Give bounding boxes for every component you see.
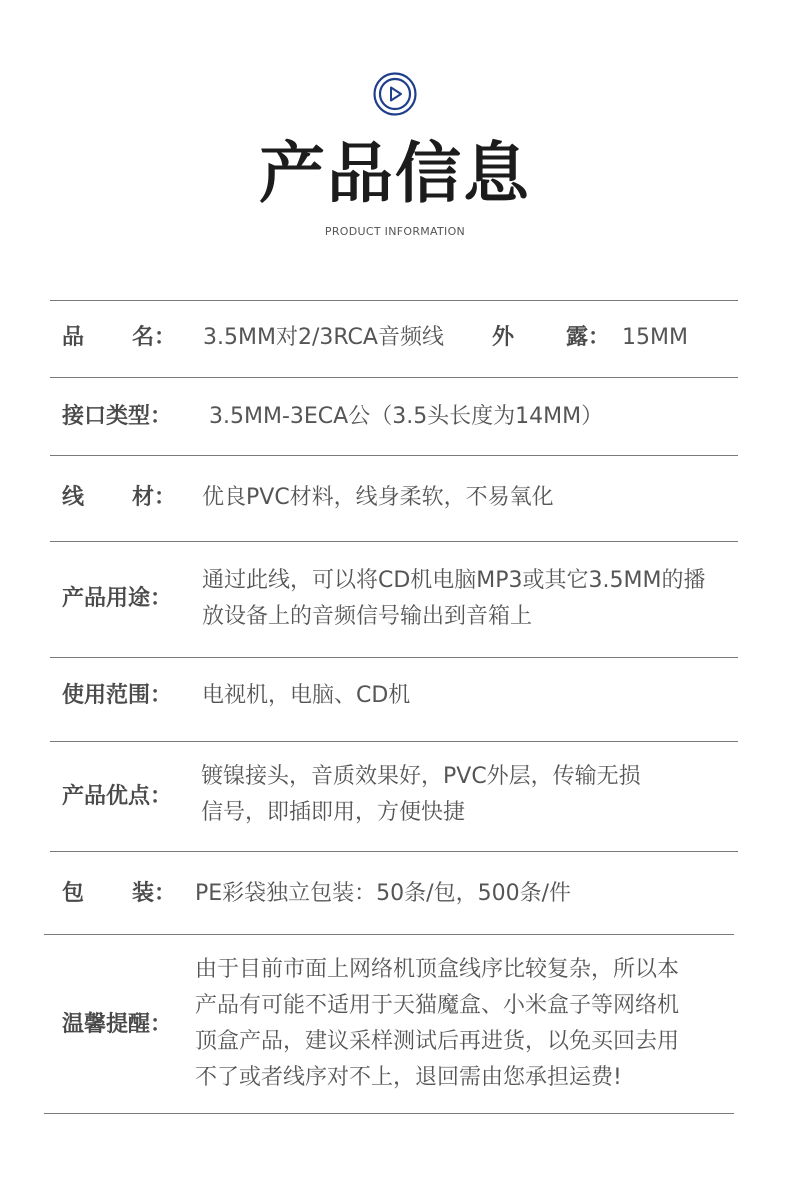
advantages-label: 产品优点： xyxy=(62,784,173,809)
exposed-value: 15MM xyxy=(622,325,688,350)
product-name-value: 3.5MM对2/3RCA音频线 xyxy=(203,325,444,350)
material-label: 线 材： xyxy=(62,485,176,510)
divider xyxy=(50,377,738,378)
divider xyxy=(44,934,734,935)
usage-label: 产品用途： xyxy=(62,586,173,611)
divider xyxy=(50,455,738,456)
usage-line: 通过此线，可以将CD机电脑MP3或其它3.5MM的播 xyxy=(202,568,706,593)
packaging-label: 包 装： xyxy=(62,881,176,906)
page-title: 产品信息 xyxy=(259,135,531,212)
interface-label: 接口类型： xyxy=(62,404,173,429)
play-circle-icon xyxy=(373,72,417,116)
advantages-line: 镀镍接头，音质效果好，PVC外层，传输无损 xyxy=(201,764,641,789)
usage-line: 放设备上的音频信号输出到音箱上 xyxy=(202,604,533,629)
page-subtitle: PRODUCT INFORMATION xyxy=(324,225,466,238)
advantages-line: 信号，即插即用，方便快捷 xyxy=(201,800,466,825)
divider xyxy=(50,657,738,658)
divider xyxy=(50,851,738,852)
scope-value: 电视机，电脑、CD机 xyxy=(202,683,411,708)
material-value: 优良PVC材料，线身柔软，不易氧化 xyxy=(202,485,554,510)
packaging-value: PE彩袋独立包装：50条/包，500条/件 xyxy=(195,881,571,906)
divider xyxy=(44,1113,734,1114)
divider xyxy=(50,300,738,301)
interface-value: 3.5MM-3ECA公（3.5头长度为14MM） xyxy=(209,404,604,429)
notice-line: 不了或者线序对不上，退回需由您承担运费! xyxy=(195,1065,622,1090)
divider xyxy=(50,741,738,742)
notice-line: 由于目前市面上网络机顶盒线序比较复杂，所以本 xyxy=(195,957,680,982)
exposed-label: 外 露： xyxy=(492,325,610,350)
product-name-label: 品 名： xyxy=(62,325,176,350)
notice-line: 产品有可能不适用于天猫魔盒、小米盒子等网络机 xyxy=(195,993,680,1018)
divider xyxy=(50,541,738,542)
scope-label: 使用范围： xyxy=(62,683,173,708)
notice-line: 顶盒产品，建议采样测试后再进货，以免买回去用 xyxy=(195,1029,680,1054)
notice-label: 温馨提醒： xyxy=(62,1012,173,1037)
